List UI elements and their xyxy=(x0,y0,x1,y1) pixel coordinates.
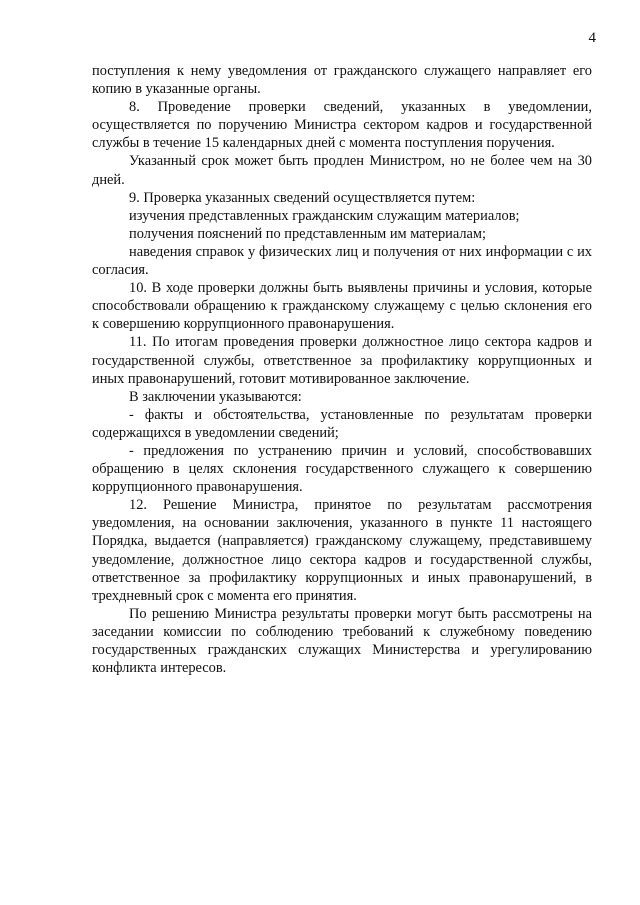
paragraph-conclusion-facts: - факты и обстоятельства, установленные по результатам проверки содержащихся в уведомлении сведений; xyxy=(92,406,592,441)
paragraph-method-inquiries: наведения справок у физических лиц и получения от них информации с их согласия. xyxy=(92,243,592,279)
paragraph-method-explanations: получения пояснений по представленным им материалам; xyxy=(129,225,487,242)
paragraph-item-8: 8. Проведение проверки сведений, указанных в уведомлении, осуществляется по поручению Министра сектором кадров и государственной службы в течение 15 календарных дней с момента поступления поручения. xyxy=(92,99,592,152)
paragraph-commission-review: По решению Министра результаты проверки могут быть рассмотрены на заседании комиссии по соблюдению требований к служебному поведению государственных гражданских служащих Министерства и урегулированию конфликта интересов. xyxy=(92,605,592,677)
paragraph-item-9: 9. Проверка указанных сведений осуществляется путем: xyxy=(129,189,476,206)
page-number: 4 xyxy=(588,30,596,46)
paragraph-item-11: 11. По итогам проведения проверки должностное лицо сектора кадров и государственной службы, ответственное за профилактику коррупционных и иных правонарушений, готовит мотивированное заключение. xyxy=(92,334,592,387)
paragraph-intro-continuation: поступления к нему уведомления от гражданского служащего направляет его копию в указанные органы. xyxy=(92,63,592,98)
document-body xyxy=(92,62,592,677)
paragraph-term-extension: Указанный срок может быть продлен Министром, но не более чем на 30 дней. xyxy=(92,153,592,188)
paragraph-conclusion-proposals: - предложения по устранению причин и условий, способствовавших обращению в целях склонения государственного служащего к совершению коррупционного правонарушения. xyxy=(92,442,592,496)
paragraph-item-12: 12. Решение Министра, принятое по результатам рассмотрения уведомления, на основании заключения, указанного в пункте 11 настоящего Порядка, выдается (направляется) гражданскому служащему, представившему уведомление, должностное лицо сектора кадров и государственной службы, ответственное за профилактику коррупционных и иных правонарушений, в трехдневный срок с момента его принятия. xyxy=(92,497,592,604)
paragraph-conclusion-heading: В заключении указываются: xyxy=(129,388,302,405)
paragraph-method-study: изучения представленных гражданским служащим материалов; xyxy=(129,207,520,224)
paragraph-item-10: 10. В ходе проверки должны быть выявлены причины и условия, которые способствовали обращению к гражданскому служащему с целью склонения его к совершению коррупционного правонарушения. xyxy=(92,280,592,333)
